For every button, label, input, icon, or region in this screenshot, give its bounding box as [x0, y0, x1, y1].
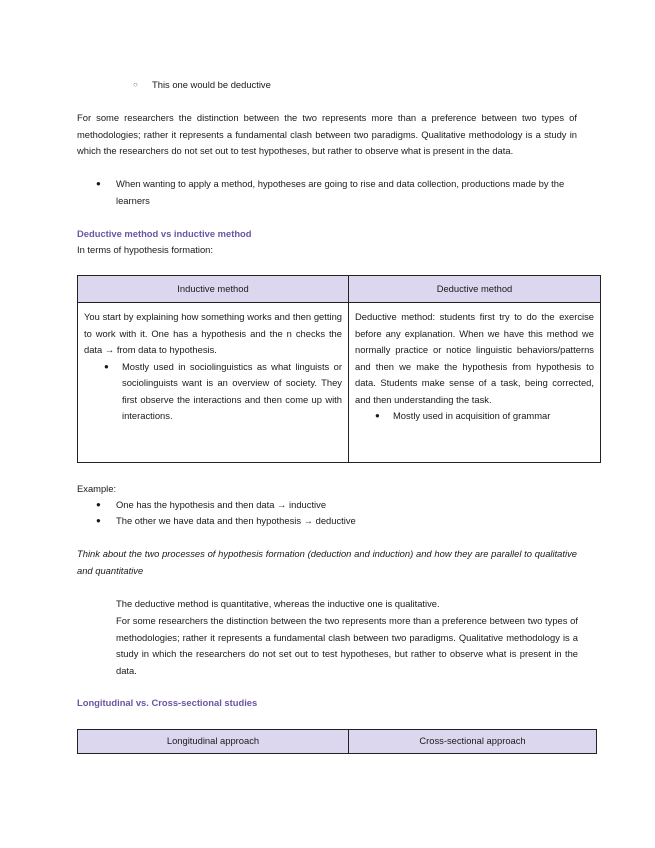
bullet-marker: ●: [96, 179, 101, 188]
inductive-bullet-text: Mostly used in sociolinguistics as what linguists or sociolinguists want is an overview of society. They first observe the interactions and then come up with interactions.: [122, 360, 342, 421]
table-header-inductive: Inductive method: [78, 276, 349, 303]
inductive-list-item: [84, 359, 342, 425]
comparison-table-studies: [77, 729, 597, 754]
section-subtitle: In terms of hypothesis formation:: [77, 244, 213, 255]
inductive-description: You start by explaining how something works and then getting to work with it. One has a hypothesis and the n checks the data → from data to hypothesis.: [84, 311, 342, 355]
intro-bullet-text: When wanting to apply a method, hypotheses are going to rise and data collection, productions made by the learners: [116, 178, 565, 206]
sub-bullet-marker: ○: [133, 80, 138, 89]
intro-sub-bullet-text: This one would be deductive: [152, 79, 271, 90]
table-row: [78, 303, 601, 463]
section-heading-longitudinal: Longitudinal vs. Cross-sectional studies: [77, 697, 258, 708]
example-bullet-2: The other we have data and then hypothesis → deductive: [116, 515, 356, 526]
example-bullet-1: One has the hypothesis and then data → inductive: [116, 499, 327, 510]
table-header-cross-sectional: Cross-sectional approach: [349, 730, 597, 754]
bullet-marker: ●: [104, 361, 109, 371]
table-header-longitudinal: Longitudinal approach: [78, 730, 349, 754]
bullet-marker: ●: [96, 516, 101, 525]
deductive-description: Deductive method: students first try to do the exercise before any explanation. When we have this method we normally practice or notice linguistic behaviors/patterns and then we make the hypothesis from hypothesis to data. Students make sense of a task, being corrected, and then understanding the task.: [355, 311, 594, 405]
section-heading-deductive-inductive: Deductive method vs inductive method: [77, 228, 252, 239]
answer-paragraph: For some researchers the distinction between the two represents more than a preference between two types of methodologies; rather it represents a fundamental clash between two paradigms. Qualitative methodology is a study in which the researchers do not set out to test hypotheses, but rather to observe what is present in the data.: [116, 615, 578, 676]
deductive-cell: [349, 303, 601, 463]
table-header-row: [78, 730, 597, 754]
intro-paragraph: For some researchers the distinction between the two represents more than a preference between two types of methodologies; rather it represents a fundamental clash between two paradigms. Qualitative methodology is a study in which the researchers do not set out to test hypotheses, but rather to observe what is present in the data.: [77, 112, 577, 156]
answer-line: The deductive method is quantitative, whereas the inductive one is qualitative.: [116, 598, 440, 609]
deductive-list-item: [355, 408, 594, 425]
example-label: Example:: [77, 483, 117, 494]
bullet-marker: ●: [96, 500, 101, 509]
table-header-row: [78, 276, 601, 303]
deductive-bullet-text: Mostly used in acquisition of grammar: [393, 410, 551, 421]
table-header-deductive: Deductive method: [349, 276, 601, 303]
inductive-cell: [78, 303, 349, 463]
think-prompt: Think about the two processes of hypothesis formation (deduction and induction) and how they are parallel to qualitative and quantitative: [77, 548, 577, 576]
comparison-table-methods: [77, 275, 601, 463]
bullet-marker: ●: [375, 411, 380, 420]
